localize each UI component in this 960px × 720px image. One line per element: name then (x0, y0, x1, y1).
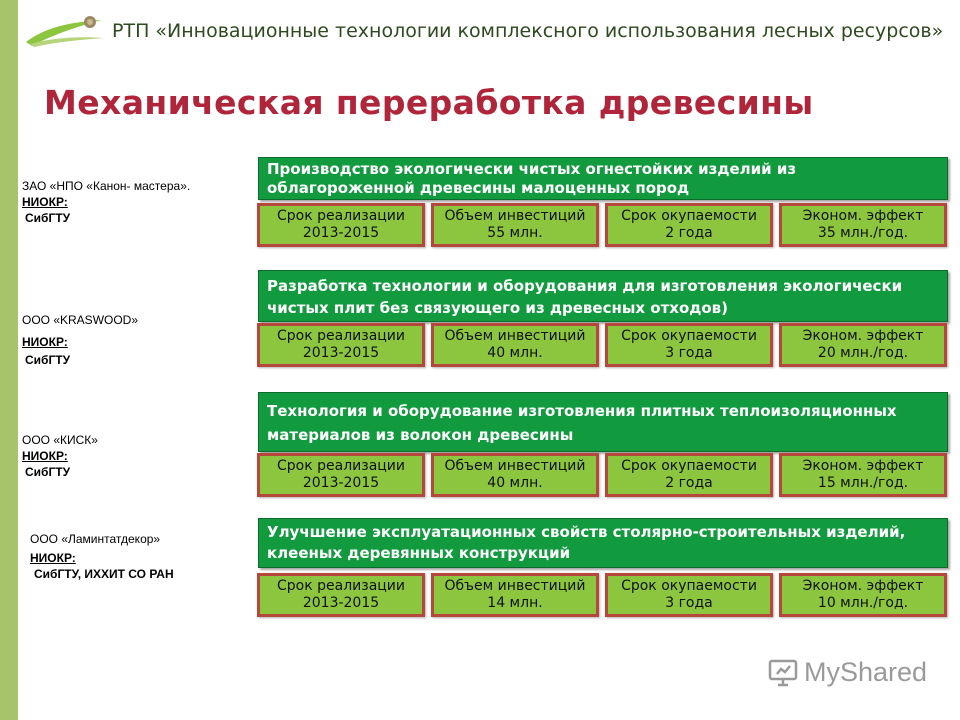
cell-effect (779, 453, 947, 497)
cell-label: Срок окупаемости (621, 208, 757, 224)
org-name: ООО «KRASWOOD» (22, 313, 139, 327)
org-name: ЗАО «НПО «Канон- мастера». (22, 179, 191, 193)
cell-effect (779, 573, 947, 617)
cell-payback (605, 203, 773, 247)
header-title: РТП «Инновационные технологии комплексного использования лесных ресурсов» (112, 20, 944, 42)
cell-value: 2 года (665, 225, 713, 241)
cell-value: 10 млн./год. (817, 595, 909, 611)
cell-payback (605, 453, 773, 497)
org-block (22, 178, 190, 226)
cell-value: 3 года (665, 345, 713, 361)
org-name: ООО «КИСК» (22, 433, 98, 447)
cell-label: Объем инвестиций (444, 578, 586, 594)
niokr-label: НИОКР: (22, 449, 68, 463)
cell-term (257, 573, 425, 617)
niokr-label: НИОКР: (22, 195, 68, 209)
cell-value: 2 года (665, 475, 713, 491)
cell-label: Срок окупаемости (621, 578, 757, 594)
leaf-logo-icon (24, 8, 106, 48)
cell-value: 15 млн./год. (817, 475, 909, 491)
org-block (22, 312, 138, 368)
project-title: Улучшение эксплуатационных свойств столярно-строительных изделий, клееных деревянных конструкций (258, 518, 948, 568)
institutions: СибГТУ (25, 353, 71, 367)
cell-label: Объем инвестиций (444, 208, 586, 224)
cell-payback (605, 323, 773, 367)
niokr-label: НИОКР: (22, 335, 68, 349)
cell-label: Объем инвестиций (444, 328, 586, 344)
institutions: СибГТУ (25, 211, 71, 225)
project-title: Технология и оборудование изготовления плитных теплоизоляционных материалов из волокон древесины (258, 392, 948, 452)
cell-value: 2013-2015 (302, 595, 380, 611)
project-title: Разработка технологии и оборудования для изготовления экологически чистых плит без связующего из древесных отходов) (258, 270, 948, 322)
cell-term (257, 323, 425, 367)
cell-investment (431, 573, 599, 617)
niokr-label: НИОКР: (30, 551, 76, 565)
org-name: ООО «Ламинтатдекор» (30, 532, 161, 546)
cell-effect (779, 323, 947, 367)
page-title: Механическая переработка древесины (44, 83, 814, 122)
project-title: Производство экологически чистых огнестойких изделий из облагороженной древесины малоценных пород (258, 157, 948, 200)
cell-label: Срок реализации (276, 458, 405, 474)
watermark-text: MyShared (804, 657, 928, 687)
org-block (22, 432, 98, 480)
presentation-icon (768, 658, 798, 688)
watermark (768, 657, 927, 688)
cell-value: 20 млн./год. (817, 345, 909, 361)
cell-label: Эконом. эффект (802, 578, 924, 594)
cell-label: Эконом. эффект (802, 328, 924, 344)
cell-value: 55 млн. (487, 225, 543, 241)
cell-effect (779, 203, 947, 247)
cell-label: Эконом. эффект (802, 458, 924, 474)
cell-label: Объем инвестиций (444, 458, 586, 474)
cell-investment (431, 323, 599, 367)
cell-value: 2013-2015 (302, 345, 380, 361)
cell-term (257, 203, 425, 247)
cell-value: 3 года (665, 595, 713, 611)
cell-label: Срок реализации (276, 208, 405, 224)
org-block (30, 531, 174, 582)
cell-value: 2013-2015 (302, 225, 380, 241)
cell-label: Срок реализации (276, 328, 405, 344)
cell-label: Эконом. эффект (802, 208, 924, 224)
institutions: СибГТУ (25, 465, 71, 479)
cell-value: 14 млн. (487, 595, 543, 611)
cell-payback (605, 573, 773, 617)
cell-investment (431, 203, 599, 247)
cell-value: 2013-2015 (302, 475, 380, 491)
cell-term (257, 453, 425, 497)
cell-label: Срок окупаемости (621, 328, 757, 344)
institutions: СибГТУ, ИХХИТ СО РАН (34, 567, 174, 581)
cell-value: 40 млн. (487, 345, 543, 361)
cell-value: 35 млн./год. (817, 225, 909, 241)
cell-label: Срок реализации (276, 578, 405, 594)
cell-label: Срок окупаемости (621, 458, 757, 474)
left-accent-bar (0, 0, 18, 720)
cell-value: 40 млн. (487, 475, 543, 491)
cell-investment (431, 453, 599, 497)
